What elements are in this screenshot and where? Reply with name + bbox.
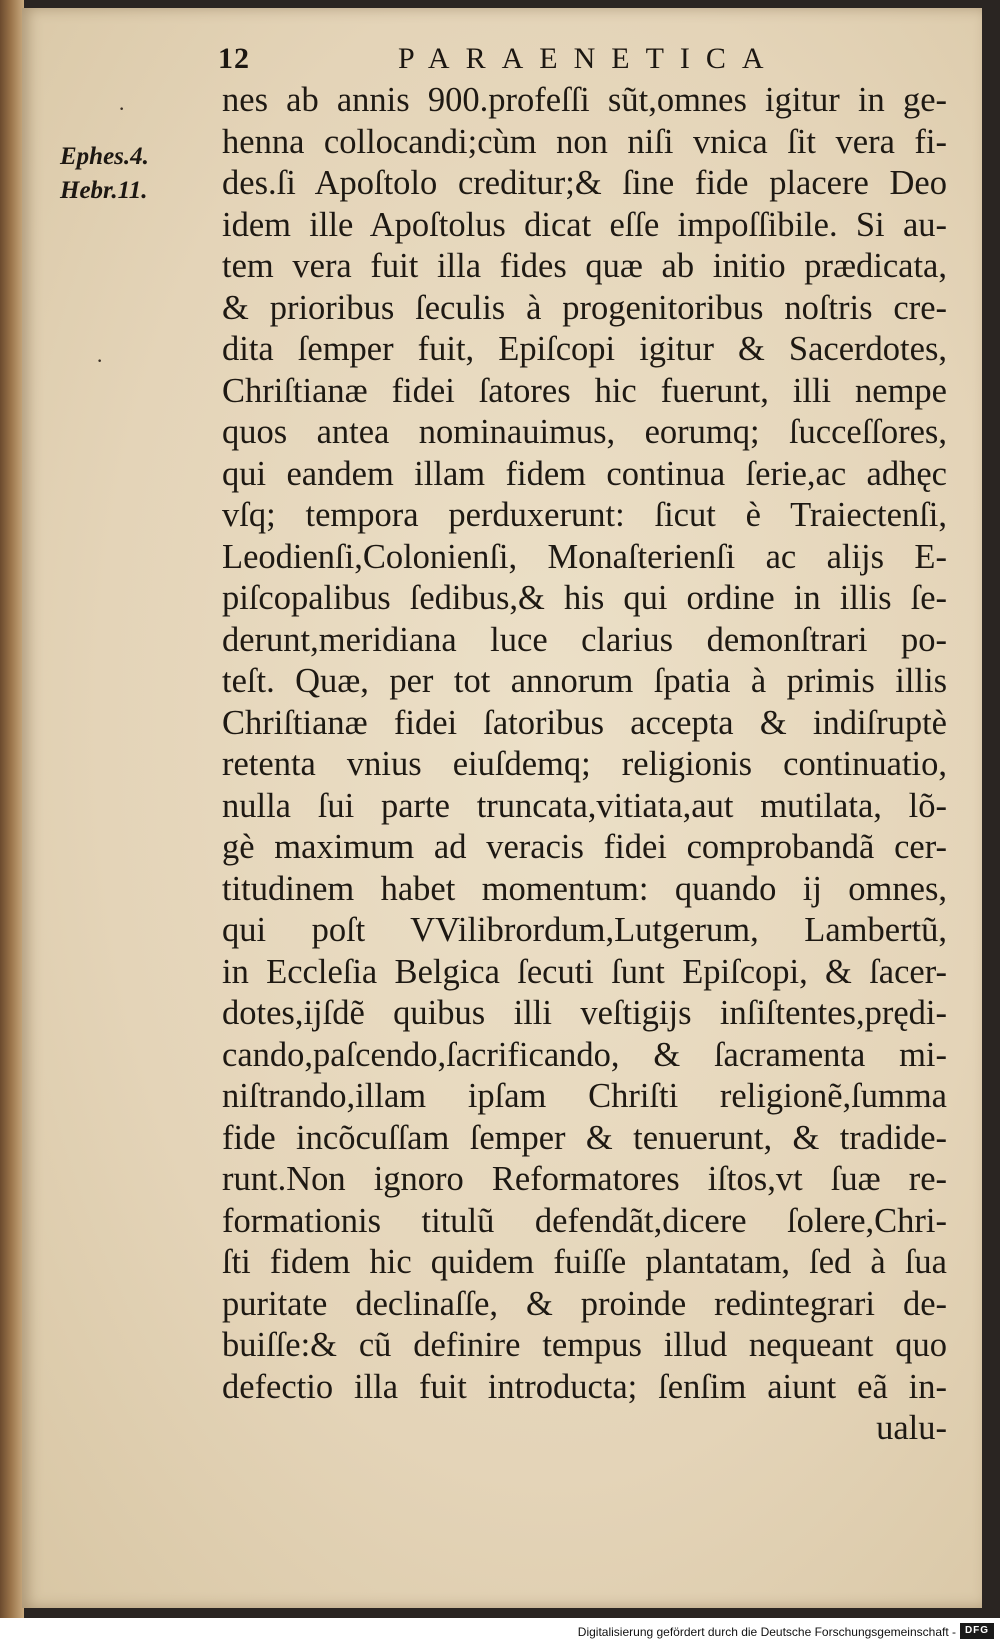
text-line: titudinem habet momentum: quando ij omnes, xyxy=(222,869,947,908)
text-line: Chriſtianæ fidei ſatoribus accepta & indiſruptè xyxy=(222,703,947,742)
running-head: PARAENETICA xyxy=(398,42,780,75)
text-line: qui poſt VVilibrordum,Lutgerum, Lambertũ, xyxy=(222,911,947,949)
text-line: runt.Non ignoro Reformatores iſtos,vt ſuæ re- xyxy=(222,1160,947,1198)
text-line: fide incõcuſſam ſemper & tenuerunt, & tradide- xyxy=(222,1118,947,1157)
book-cover-edge xyxy=(0,0,24,1618)
text-line: dotes,ijſdẽ quibus illi veſtigijs inſiſtentes,prędi- xyxy=(222,994,947,1032)
page-number: 12 xyxy=(218,42,250,75)
text-line: nulla ſui parte truncata,vitiata,aut mutilata, lõ- xyxy=(222,786,947,825)
text-line: Leodienſi,Colonienſi, Monaſterienſi ac alijs E- xyxy=(222,537,947,576)
stray-mark: · xyxy=(118,96,126,121)
text-line: teſt. Quæ, per tot annorum ſpatia à primis illis xyxy=(222,662,947,700)
margin-note-hebrews: Hebr.11. xyxy=(60,177,148,204)
text-line: vſq; tempora perduxerunt: ſicut è Traiectenſi, xyxy=(222,496,947,534)
text-line: buiſſe:& cũ definire tempus illud nequeant quo xyxy=(222,1326,947,1364)
text-line: ſti fidem hic quidem fuiſſe plantatam, ſed à ſua xyxy=(222,1243,947,1281)
text-line: derunt,meridiana luce clarius demonſtrari po- xyxy=(222,620,947,659)
text-line: tem vera fuit illa fides quæ ab initio prædicata, xyxy=(222,247,947,285)
text-line: piſcopalibus ſedibus,& his qui ordine in illis ſe- xyxy=(222,579,947,617)
text-line: qui eandem illam fidem continua ſerie,ac adhęc xyxy=(222,454,947,493)
text-line: retenta vnius eiuſdemq; religionis continuatio, xyxy=(222,745,947,783)
text-line: nes ab annis 900.profeſſi sũt,omnes igitur in ge- xyxy=(222,81,947,119)
margin-notes xyxy=(60,140,190,208)
text-line: niſtrando,illam ipſam Chriſti religionẽ,ſumma xyxy=(222,1077,947,1115)
text-line: idem ille Apoſtolus dicat eſſe impoſſibile. Si au- xyxy=(222,205,947,244)
text-line: henna collocandi;cùm non niſi vnica ſit vera fi- xyxy=(222,122,947,161)
text-line: in Eccleſia Belgica ſecuti ſunt Epiſcopi, & ſacer- xyxy=(222,952,947,991)
text-line: cando,paſcendo,ſacrificando, & ſacramenta mi- xyxy=(222,1035,947,1074)
page-header xyxy=(218,36,948,76)
margin-note-ephesians: Ephes.4. xyxy=(60,143,149,170)
text-line: puritate declinaſſe, & proinde redintegrari de- xyxy=(222,1284,947,1323)
text-line: dita ſemper fuit, Epiſcopi igitur & Sacerdotes, xyxy=(222,330,947,368)
text-line: des.ſi Apoſtolo creditur;& ſine fide placere Deo xyxy=(222,164,947,202)
text-line: formationis titulũ defendãt,dicere ſolere,Chri- xyxy=(222,1201,947,1240)
funding-credit: Digitalisierung gefördert durch die Deutsche Forschungsgemeinschaft - xyxy=(577,1625,956,1639)
stray-mark: · xyxy=(96,348,104,373)
text-line: Chriſtianæ fidei ſatores hic fuerunt, illi nempe xyxy=(222,371,947,410)
body-text xyxy=(222,80,947,1450)
text-line: & prioribus ſeculis à progenitoribus noſtris cre- xyxy=(222,288,947,327)
text-line: quos antea nominauimus, eorumq; ſucceſſores, xyxy=(222,413,947,451)
dfg-logo: DFG xyxy=(960,1623,994,1639)
text-line: gè maximum ad veracis fidei comprobandã cer- xyxy=(222,828,947,866)
text-line: ualu- xyxy=(876,1409,947,1447)
digitization-footer xyxy=(0,1618,1000,1645)
text-line: defectio illa fuit introducta; ſenſim aiunt eã in- xyxy=(222,1367,947,1406)
